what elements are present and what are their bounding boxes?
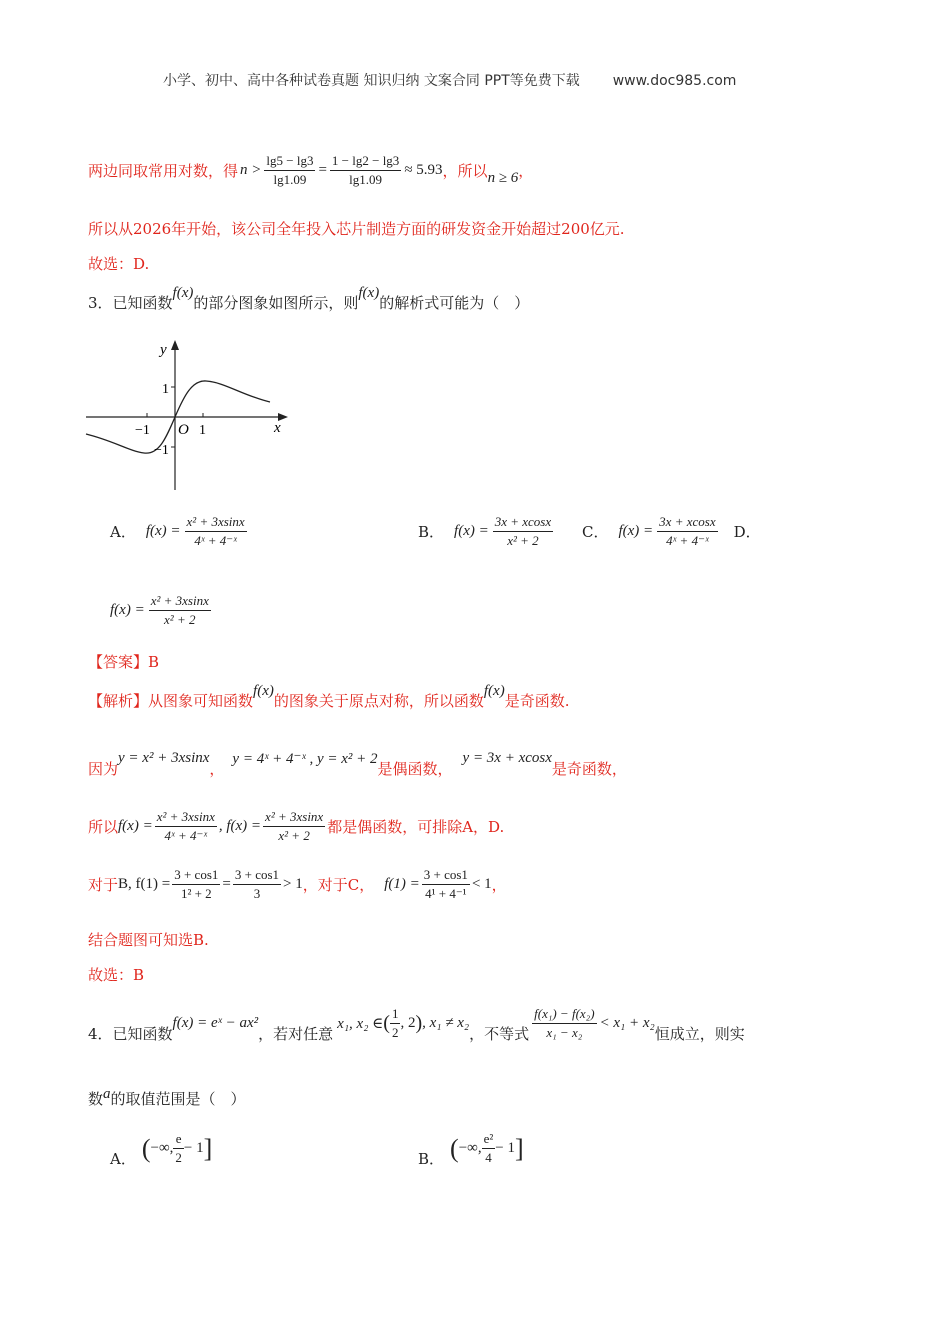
y-axis-arrow (171, 340, 179, 350)
line1-text: 两边同取常用对数，得 (88, 162, 239, 180)
option-C-den: 4ˣ + 4⁻ˣ (666, 533, 709, 548)
q4-A-pre: −∞, (150, 1140, 174, 1156)
q4-m3: 恒成立，则实 (654, 1025, 745, 1043)
analysis-4-frac-3 (422, 866, 470, 903)
label-neg-one-x: −1 (135, 423, 150, 438)
function-graph (84, 338, 294, 494)
option-A[interactable] (110, 513, 247, 550)
label-one-x: 1 (199, 423, 206, 438)
q4-A-bracket-close: ] (203, 1133, 213, 1163)
analysis-1-end: 是奇函数. (504, 692, 570, 710)
header-url[interactable]: www.doc985.com (612, 73, 737, 89)
frac-1 (264, 152, 315, 189)
analysis-4-gt: > 1 (283, 876, 303, 892)
q4-line2-pre: 数 (88, 1090, 104, 1108)
q4-option-A-label: A． (110, 1150, 136, 1168)
q4-B-bracket-close: ] (515, 1133, 524, 1163)
analysis-3-frac-2 (263, 808, 325, 845)
q4-option-B[interactable] (418, 1130, 524, 1167)
analysis-3-n1: x² + 3xsinx (155, 808, 217, 827)
label-neg-one-y: −1 (154, 443, 169, 458)
analysis-4-pre: 对于 (88, 876, 119, 894)
analysis-3-n2: x² + 3xsinx (263, 808, 325, 827)
option-D-num: x² + 3xsinx (149, 592, 211, 611)
q4-A-num: e (173, 1130, 184, 1149)
q4-fx: f(x) = eˣ − ax² (172, 1015, 259, 1031)
solution-line-3: 故选：D. (88, 255, 150, 273)
q3-end: 的解析式可能为（ ） (379, 294, 530, 312)
analysis-2-e2: y = 4ˣ + 4⁻ˣ , y = x² + 2 (232, 751, 378, 767)
option-A-num: x² + 3xsinx (185, 513, 247, 532)
option-B-lhs: f(x) = (454, 523, 489, 539)
analysis-3-d2: x² + 2 (278, 828, 310, 843)
analysis-line-2 (88, 748, 627, 778)
question-4-stem (88, 1005, 745, 1042)
analysis-3-d1: 4ˣ + 4⁻ˣ (164, 828, 208, 843)
q4-num: 4．已知函数 (88, 1025, 173, 1043)
analysis-1-mid: 的图象关于原点对称，所以函数 (273, 692, 484, 710)
analysis-4-end: ， (491, 876, 507, 894)
analysis-4-b: B, f(1) = (118, 876, 171, 892)
analysis-2-e1: y = x² + 3xsinx (118, 750, 210, 766)
q3-fx-2: f(x) (358, 285, 380, 301)
q4-B-frac (482, 1130, 496, 1167)
analysis-3-comma: , f(x) = (218, 818, 262, 834)
analysis-3-f: f(x) = (118, 818, 153, 834)
q4-m1: ，若对任意 (258, 1025, 334, 1043)
option-D-frac (149, 592, 211, 629)
analysis-4-n3: 3 + cos1 (422, 866, 470, 885)
option-B-frac (493, 513, 553, 550)
analysis-tag: 【解析】 (88, 692, 149, 710)
option-A-den: 4ˣ + 4⁻ˣ (194, 533, 237, 548)
q4-A-den: 2 (175, 1150, 182, 1165)
option-B-den: x² + 2 (507, 533, 539, 548)
q4-m2: ，不等式 (469, 1025, 530, 1043)
frac-1-den: lg1.09 (273, 172, 307, 187)
q3-num: 3．已知函数 (88, 294, 173, 312)
analysis-3-end: 都是偶函数，可排除A，D. (327, 818, 505, 836)
option-A-lhs: f(x) = (145, 523, 181, 539)
math-approx: ≈ 5.93 (404, 162, 443, 178)
q4-B-num: e² (482, 1130, 496, 1149)
q4-ineq-rhs: < x₁ + x₂ (599, 1015, 655, 1031)
analysis-4-lt: < 1 (471, 876, 492, 892)
analysis-line-4 (88, 866, 507, 903)
solution-line-2: 所以从2026年开始，该公司全年投入芯片制造方面的研发资金开始超过200亿元. (88, 220, 625, 238)
analysis-4-n2: 3 + cos1 (233, 866, 281, 885)
analysis-4-n1: 3 + cos1 (172, 866, 220, 885)
q4-half (390, 1005, 401, 1042)
line1-mid: ，所以 (442, 162, 488, 180)
q4-half-den: 2 (391, 1025, 399, 1040)
option-D-formula[interactable] (110, 592, 211, 629)
analysis-4-d3: 4¹ + 4⁻¹ (425, 886, 467, 901)
analysis-4-d1: 1² + 2 (180, 886, 212, 901)
q4-A-frac (173, 1130, 184, 1167)
math-n-ge: n ≥ 6 (487, 170, 519, 186)
analysis-line-3 (88, 808, 504, 845)
q4-line2-end: 的取值范围是（ ） (110, 1090, 246, 1108)
q4-a-var: a (103, 1086, 111, 1102)
q3-mid: 的部分图象如图所示，则 (193, 294, 359, 312)
analysis-3-frac-1 (155, 808, 217, 845)
option-A-label: A． (110, 523, 136, 541)
analysis-2-e3: y = 3x + xcosx (462, 750, 552, 766)
option-D-den: x² + 2 (164, 612, 196, 627)
label-y: y (160, 342, 167, 358)
option-A-frac (185, 513, 247, 550)
analysis-line-1 (88, 683, 570, 711)
question-4-line-2 (88, 1088, 246, 1109)
q3-fx-1: f(x) (172, 285, 194, 301)
analysis-line-6: 故选：B (88, 966, 145, 984)
frac-1-num: lg5 − lg3 (264, 152, 315, 171)
analysis-2-pre: 因为 (88, 760, 119, 778)
q4-paren-open: ( (383, 1012, 390, 1034)
q4-option-B-label: B． (418, 1150, 445, 1168)
option-C-label: C． (582, 523, 609, 541)
question-3-stem (88, 285, 530, 313)
q4-ineq-frac (532, 1005, 596, 1042)
analysis-3-pre: 所以 (88, 818, 119, 836)
answer-q3: 【答案】B (88, 653, 160, 671)
option-D-lhs: f(x) = (110, 602, 145, 618)
analysis-4-mid: ，对于C， (302, 876, 375, 894)
solution-line-1 (88, 152, 533, 189)
q4-B-bracket-open: ( (450, 1133, 459, 1163)
analysis-1-fx-1: f(x) (253, 683, 274, 699)
header-text (163, 70, 736, 90)
option-B-num: 3x + xcosx (493, 513, 553, 532)
option-C[interactable] (582, 513, 761, 550)
analysis-4-frac-2 (233, 866, 281, 903)
q4-A-post: − 1 (183, 1140, 204, 1156)
option-C-frac (657, 513, 717, 550)
analysis-2-mid: 是偶函数， (377, 760, 453, 778)
q4-paren-close: ) (415, 1012, 423, 1034)
label-one-y: 1 (162, 382, 169, 397)
analysis-4-d2: 3 (253, 886, 261, 901)
analysis-4-frac-1 (172, 866, 220, 903)
q4-half-num: 1 (390, 1005, 401, 1024)
frac-2 (330, 152, 401, 189)
label-x: x (274, 420, 281, 436)
analysis-2-comma: ， (209, 760, 225, 778)
label-origin: O (178, 422, 189, 438)
q4-ineq-den: x₁ − x₂ (546, 1025, 583, 1040)
q4-A-bracket-open: ( (141, 1133, 151, 1163)
math-eq: = (318, 162, 327, 178)
option-C-num: 3x + xcosx (657, 513, 717, 532)
q4-int-right: , 2 (400, 1015, 416, 1031)
analysis-4-eq: = (222, 876, 231, 892)
line1-end: ， (518, 162, 534, 180)
frac-2-num: 1 − lg2 − lg3 (330, 152, 401, 171)
frac-2-den: lg1.09 (349, 172, 383, 187)
analysis-1-fx-2: f(x) (483, 683, 505, 699)
analysis-line-5: 结合题图可知选B. (88, 931, 209, 949)
q4-option-A[interactable] (110, 1130, 212, 1167)
math-n-gt: n > (240, 162, 262, 178)
q4-B-post: − 1 (495, 1140, 515, 1156)
q4-B-pre: −∞, (458, 1140, 482, 1156)
q4-neq: , x₁ ≠ x₂ (422, 1015, 470, 1031)
option-B-label: B． (418, 523, 445, 541)
analysis-4-f: f(1) = (384, 876, 420, 892)
option-B[interactable] (418, 513, 553, 550)
analysis-1-pre: 从图象可知函数 (148, 692, 254, 710)
option-D-label[interactable]: D． (733, 523, 761, 541)
option-C-lhs: f(x) = (618, 523, 654, 539)
q4-B-den: 4 (485, 1150, 492, 1165)
analysis-2-end: 是奇函数， (551, 760, 627, 778)
q4-set: x₁, x₂ ∈ (337, 1016, 384, 1032)
q4-ineq-num: f(x₁) − f(x₂) (532, 1005, 596, 1024)
header-left: 小学、初中、高中各种试卷真题 知识归纳 文案合同 PPT等免费下载 (163, 73, 580, 89)
